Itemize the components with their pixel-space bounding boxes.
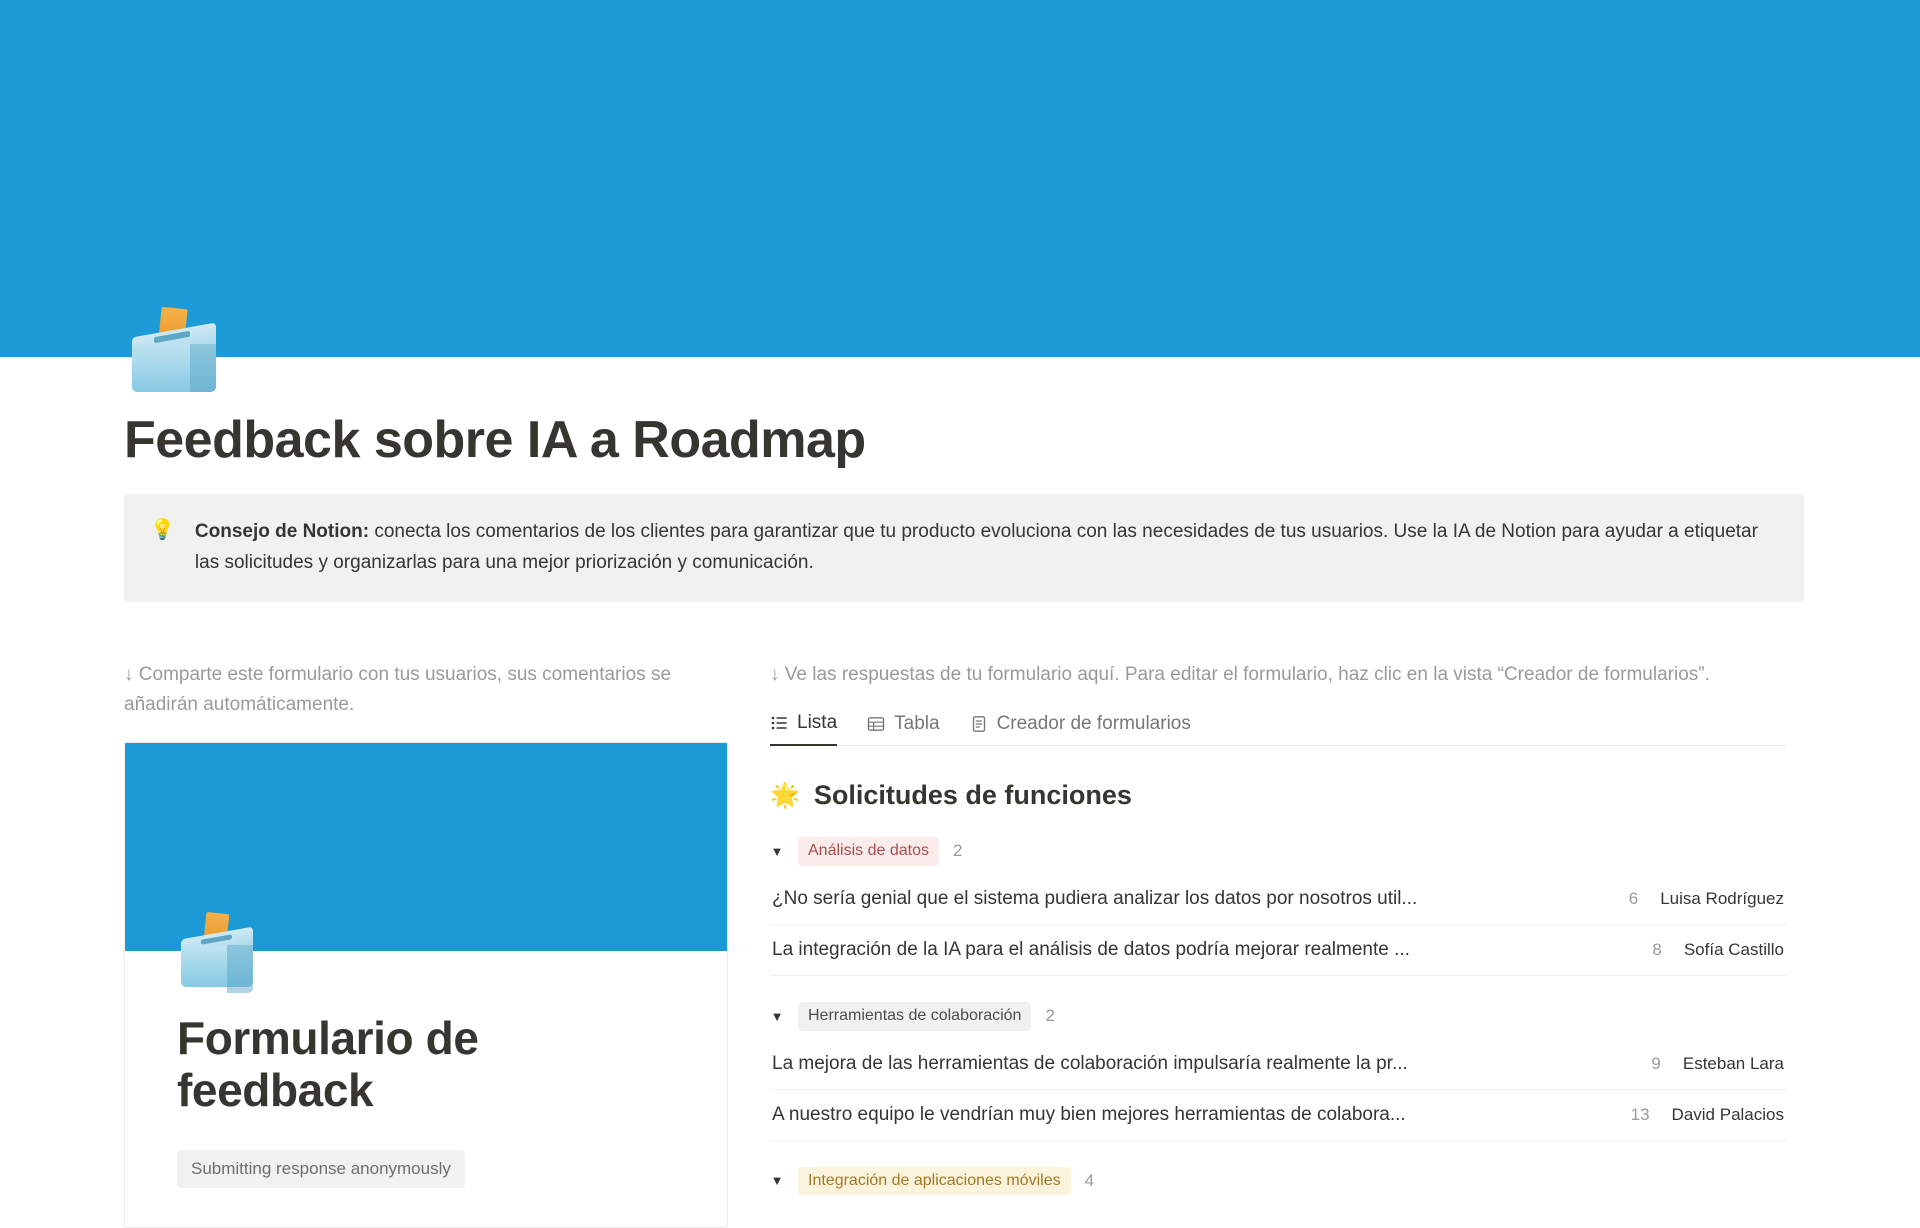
share-form-hint: ↓ Comparte este formulario con tus usuarios, sus comentarios se añadirán automáticamente. bbox=[124, 664, 672, 715]
group-tag: Herramientas de colaboración bbox=[798, 1002, 1031, 1031]
row-meta bbox=[1629, 889, 1784, 909]
tab-lista-label: Lista bbox=[797, 712, 838, 733]
group-header[interactable] bbox=[770, 837, 1786, 866]
group-integracion-de-aplicaciones-moviles bbox=[770, 1167, 1786, 1196]
chevron-down-icon[interactable]: ▼ bbox=[770, 1008, 784, 1024]
row-meta bbox=[1651, 1054, 1784, 1074]
table-row[interactable] bbox=[770, 1039, 1786, 1090]
row-number: 13 bbox=[1630, 1104, 1650, 1124]
chevron-down-icon[interactable]: ▼ bbox=[770, 843, 784, 859]
group-tag: Análisis de datos bbox=[798, 837, 939, 866]
table-icon bbox=[867, 715, 885, 733]
row-person: Luisa Rodríguez bbox=[1660, 888, 1784, 908]
row-number: 9 bbox=[1651, 1053, 1661, 1073]
form-builder-icon bbox=[970, 715, 988, 733]
table-row[interactable] bbox=[770, 1090, 1786, 1141]
tab-lista[interactable] bbox=[770, 712, 837, 746]
form-title: Formulario de feedback bbox=[177, 1012, 479, 1116]
group-count: 2 bbox=[1045, 1006, 1055, 1026]
row-number: 8 bbox=[1652, 939, 1662, 959]
callout bbox=[124, 494, 1804, 602]
table-row[interactable] bbox=[770, 874, 1786, 925]
view-tabs bbox=[770, 712, 1786, 746]
star-icon: 🌟 bbox=[770, 782, 800, 809]
callout-lead: Consejo de Notion: bbox=[194, 521, 370, 542]
row-person: Esteban Lara bbox=[1682, 1053, 1784, 1073]
group-herramientas-de-colaboracion bbox=[770, 1002, 1786, 1141]
group-count: 2 bbox=[952, 841, 963, 861]
row-person: Sofía Castillo bbox=[1683, 939, 1784, 959]
list-icon bbox=[770, 714, 788, 732]
ballot-box-icon[interactable] bbox=[124, 300, 224, 400]
row-title: ¿No sería genial que el sistema pudiera analizar los datos por nosotros util... bbox=[772, 887, 1418, 909]
page-title: Feedback sobre IA a Roadmap bbox=[124, 411, 866, 469]
group-header[interactable] bbox=[770, 1002, 1786, 1031]
database-title bbox=[770, 780, 1786, 811]
two-column-layout bbox=[124, 660, 1804, 1228]
group-header[interactable] bbox=[770, 1167, 1786, 1196]
group-analisis-de-datos bbox=[770, 837, 1786, 976]
row-meta bbox=[1652, 940, 1784, 960]
row-meta bbox=[1631, 1105, 1784, 1125]
tab-tabla-label: Tabla bbox=[894, 713, 940, 734]
responses-hint: ↓ Ve las respuestas de tu formulario aquí. Para editar el formulario, haz clic en la vista “Creador de formularios”. bbox=[770, 664, 1710, 685]
row-person: David Palacios bbox=[1671, 1104, 1784, 1124]
row-title: A nuestro equipo le vendrían muy bien mejores herramientas de colabora... bbox=[772, 1103, 1406, 1125]
row-number: 6 bbox=[1628, 888, 1639, 908]
tab-creador-de-formularios[interactable] bbox=[970, 713, 1191, 745]
tab-tabla[interactable] bbox=[867, 713, 939, 745]
callout-text bbox=[195, 516, 1778, 578]
form-cover bbox=[125, 743, 727, 951]
right-column bbox=[770, 660, 1786, 1228]
form-preview-card[interactable] bbox=[124, 742, 728, 1228]
lightbulb-icon: 💡 bbox=[150, 519, 175, 541]
row-title: La integración de la IA para el análisis de datos podría mejorar realmente ... bbox=[772, 938, 1410, 960]
form-ballot-box-icon bbox=[175, 907, 261, 993]
chevron-down-icon[interactable]: ▼ bbox=[770, 1173, 784, 1189]
row-title: La mejora de las herramientas de colaboración impulsaría realmente la pr... bbox=[772, 1052, 1408, 1074]
anonymous-note: Submitting response anonymously bbox=[177, 1150, 465, 1188]
group-count: 4 bbox=[1084, 1170, 1095, 1190]
callout-body: conecta los comentarios de los clientes para garantizar que tu producto evoluciona con las necesidades de tus usuarios. Use la IA de Notion para ayudar a etiquetar las solicitudes y organizarlas para una mejor priorización y comunicación. bbox=[194, 521, 1758, 573]
left-column bbox=[124, 660, 728, 1228]
group-tag: Integración de aplicaciones móviles bbox=[798, 1167, 1071, 1196]
tab-creador-label: Creador de formularios bbox=[996, 713, 1191, 734]
database-title-label: Solicitudes de funciones bbox=[813, 780, 1132, 810]
page-cover bbox=[0, 0, 1920, 357]
table-row[interactable] bbox=[770, 925, 1786, 976]
